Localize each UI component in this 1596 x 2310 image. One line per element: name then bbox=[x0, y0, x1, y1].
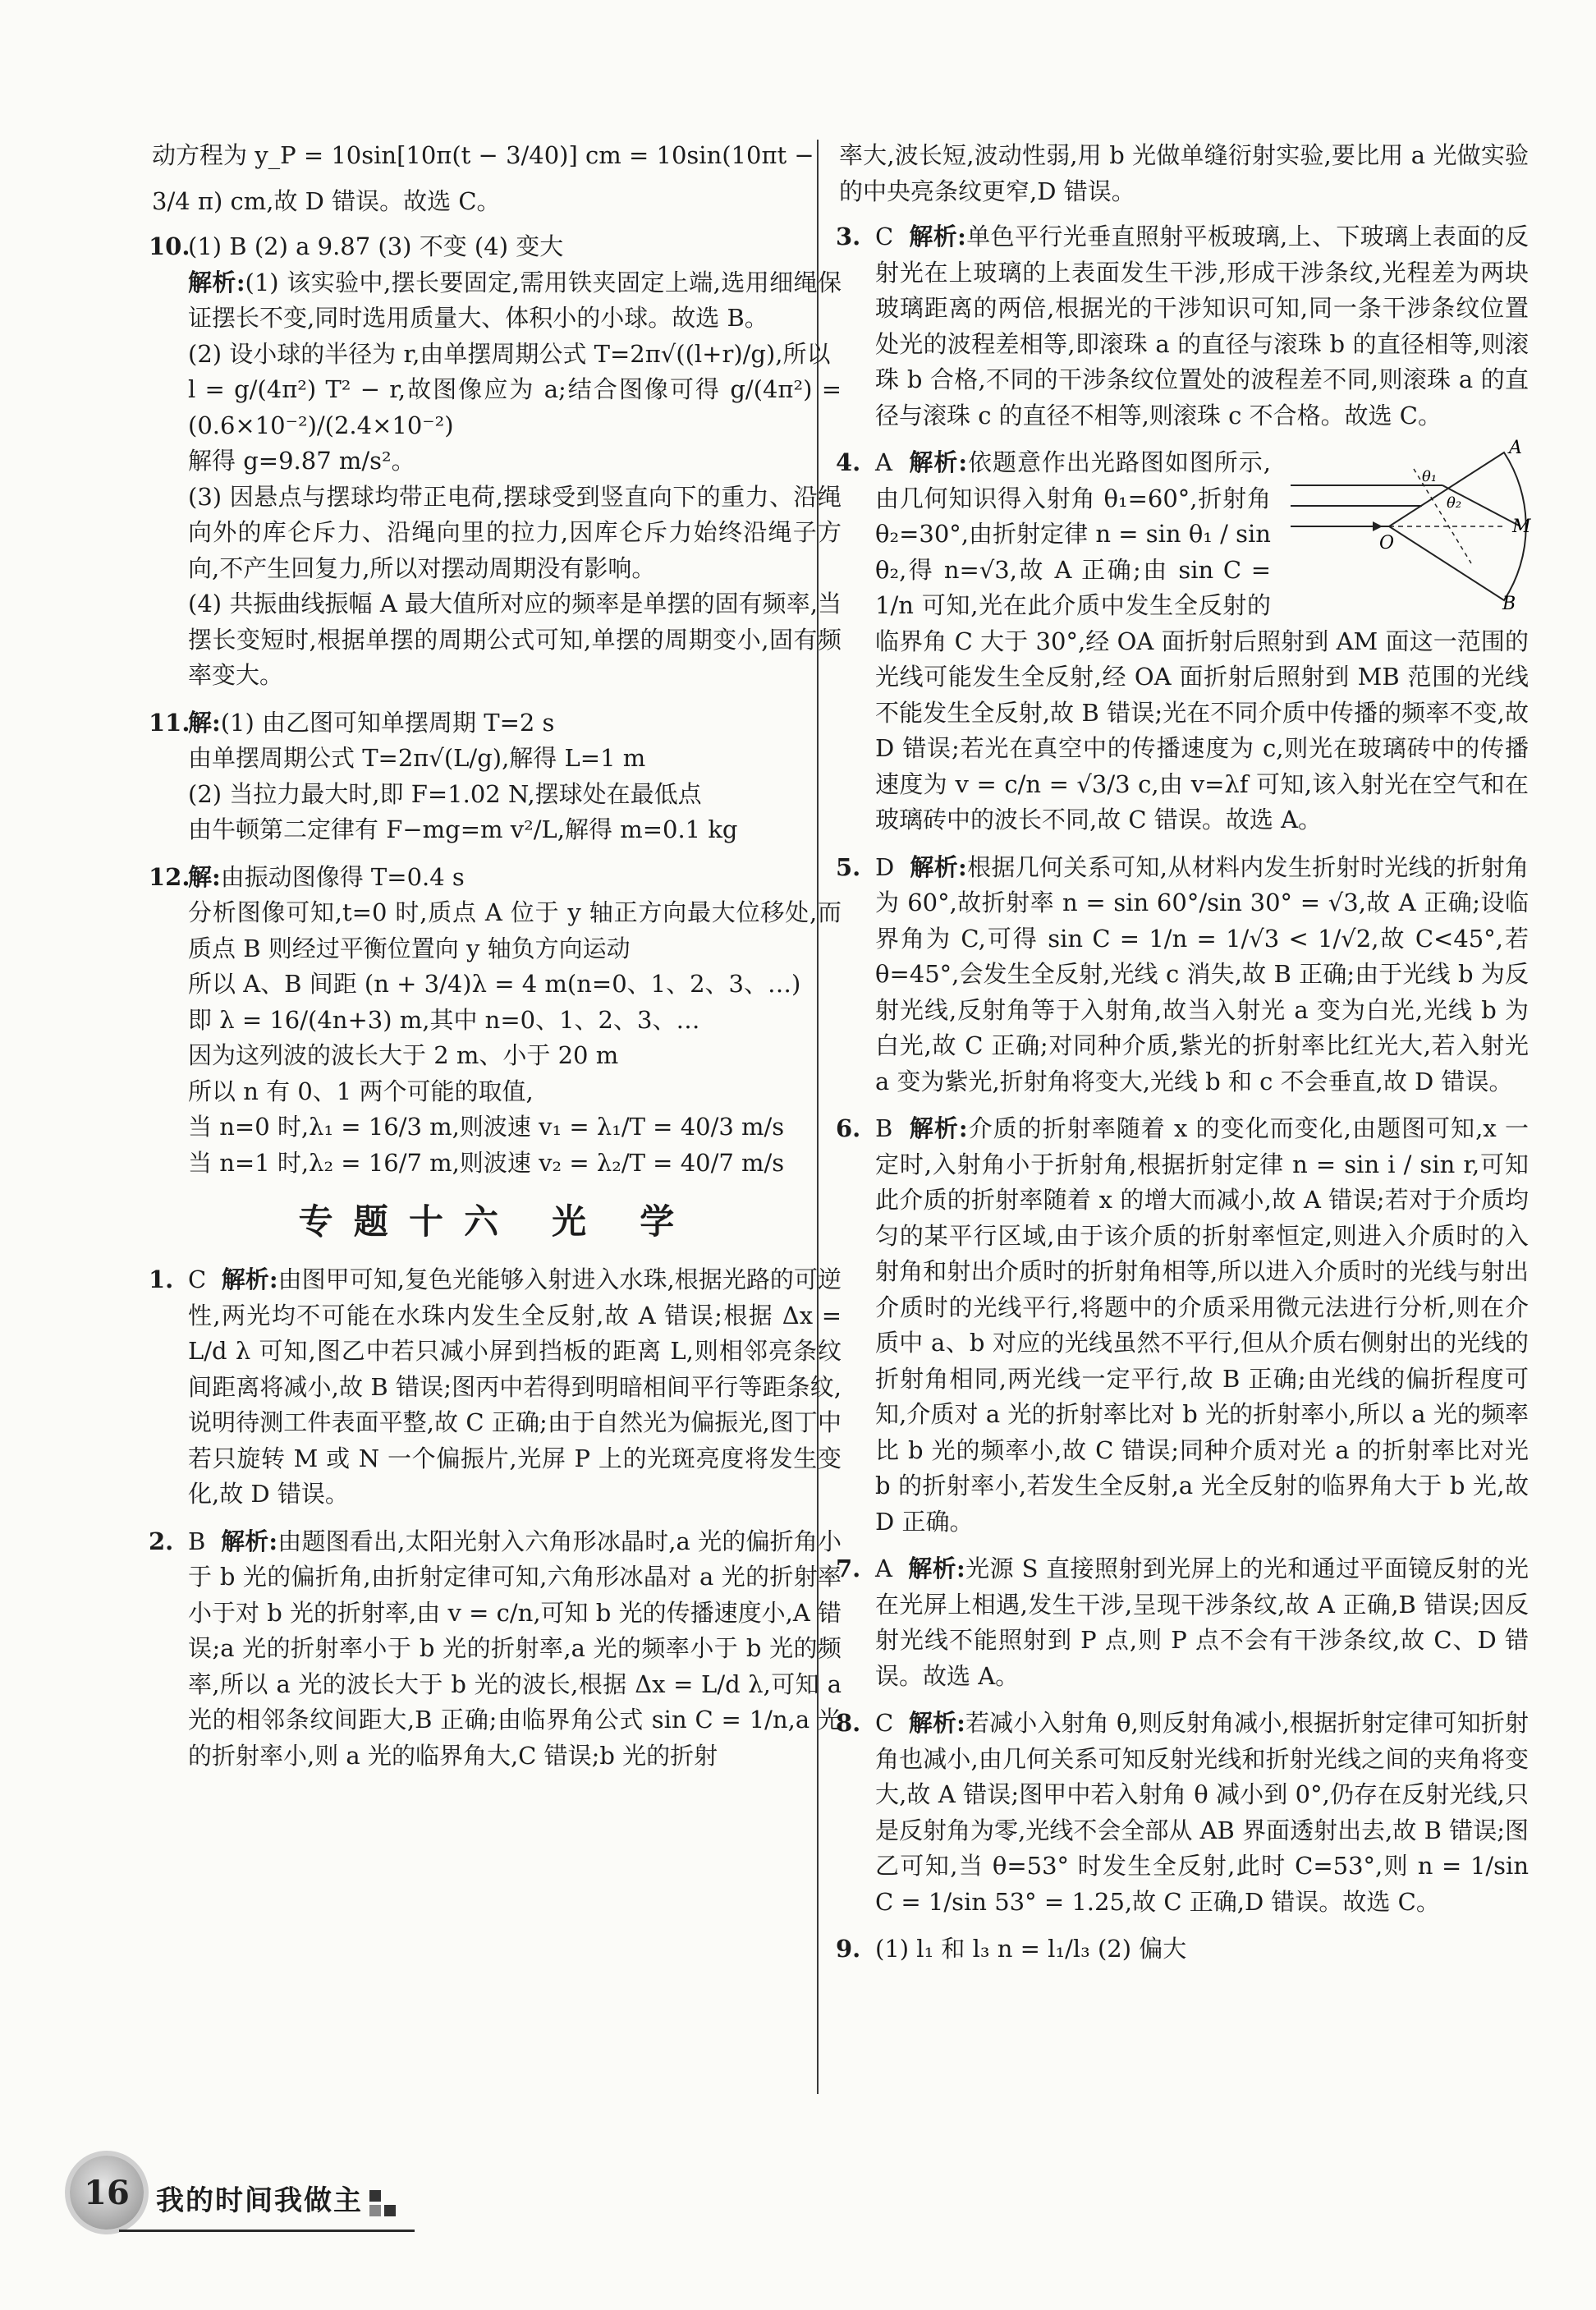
answer-s3-number: 3. bbox=[836, 223, 861, 250]
answer-s7-number: 7. bbox=[836, 1555, 861, 1582]
answer-s1-choice: C bbox=[188, 1265, 207, 1293]
answer-10-part3: l = g/(4π²) T² − r,故图像应为 a;结合图像可得 g/(4π²) = (0.6×10⁻²)/(2.4×10⁻²) bbox=[188, 375, 842, 439]
label-m: M bbox=[1512, 517, 1531, 537]
answer-s6-text: 介质的折射率随着 x 的变化而变化,由题图可知,x 一定时,入射角小于折射角,根据折射定律 n = sin i / sin r,可知此介质的折射率随着 x 的增大而减小,故 A 错误;若对于介质均匀的某平行区域,由于该介质的折射率恒定,则进入介质时的入射角和射出介质时的折射角相等,所以进入介质时的光线与射出介质时的光线平行,将题中的介质采用微元法进行分析,则在介质中 a、b 对应的光线虽然不平行,但从介质右侧射出的光线的折射角相同,两光线一定平行,故 B 正确;由光线的偏折程度可知,介质对 a 光的折射率比对 b 光的折射率小,所以 a 光的频率比 b 光的频率小,故 C 错误;同种介质对光 a 的折射率比对光 b 的折射率小,若发生全反射,a 光全反射的临界角大于 b 光,故 D 正确。 bbox=[875, 1114, 1529, 1536]
answer-12-part8: 当 n=1 时,λ₂ = 16/7 m,则波速 v₂ = λ₂/T = 40/7 m/s bbox=[188, 1148, 785, 1177]
footer-motto: 我的时间我做主 bbox=[156, 2184, 363, 2217]
answer-s1-text: 由图甲可知,复色光能够入射进入水珠,根据光路的可逆性,两光均不可能在水珠内发生全反射,故 A 错误;根据 Δx = L/d λ 可知,图乙中若只减小屏到挡板的距离 L,则相邻亮条纹间距离将减小,故 B 错误;图丙中若得到明暗相间平行等距条纹,说明待测工件表面平整,故 C 正确;由于自然光为偏振光,图丁中若只旋转 M 或 N 一个偏振片,光屏 P 上的光斑亮度将发生变化,故 D 错误。 bbox=[188, 1265, 842, 1508]
answer-s7 bbox=[836, 1551, 1529, 1694]
answer-10-number: 10. bbox=[149, 232, 190, 260]
square-icon bbox=[369, 2205, 381, 2216]
answer-s9-number: 9. bbox=[836, 1935, 861, 1963]
answer-11 bbox=[149, 705, 842, 848]
answer-11-part2: 由单摆周期公式 T=2π√(L/g),解得 L=1 m bbox=[188, 744, 646, 772]
answer-s4-number: 4. bbox=[836, 448, 861, 476]
answer-10-part6: (4) 共振曲线振幅 A 最大值所对应的频率是单摆的固有频率,当摆长变短时,根据单摆的周期公式可知,单摆的周期变小,固有频率变大。 bbox=[188, 590, 842, 689]
answer-s3-text: 单色平行光垂直照射平板玻璃,上、下玻璃上表面的反射光在上玻璃的上表面发生干涉,形成干涉条纹,光程差为两块玻璃距离的两倍,根据光的干涉知识可知,同一条干涉条纹位置处光的波程差相等,即滚珠 a 的直径与滚珠 b 的直径相等,则滚珠 b 合格,不同的干涉条纹位置处的波程差不同,则滚珠 a 的直径与滚珠 c 的直径不相等,则滚珠 c 不合格。故选 C。 bbox=[875, 223, 1529, 429]
answer-s2-text: 由题图看出,太阳光射入六角形冰晶时,a 光的偏折角小于 b 光的偏折角,由折射定律可知,六角形冰晶对 a 光的折射率小于对 b 光的折射率,由 v = c/n,可知 b 光的传播速度小,A 错误;a 光的折射率小于 b 光的折射率,a 光的频率小于 b 光的频率,所以 a 光的波长大于 b 光的波长,根据 Δx = L/d λ,可知 a 光的相邻条纹间距大,B 正确;由临界角公式 sin C = 1/n,a 光的折射率小,则 a 光的临界角大,C 错误;b 光的折射 bbox=[188, 1527, 842, 1770]
answer-10-part2: (2) 设小球的半径为 r,由单摆周期公式 T=2π√((l+r)/g),所以 bbox=[188, 339, 831, 368]
answer-s2-label: 解析: bbox=[221, 1527, 278, 1555]
answer-s2-choice: B bbox=[188, 1527, 206, 1555]
answer-s6-choice: B bbox=[875, 1114, 893, 1142]
answer-s5 bbox=[836, 850, 1529, 1100]
label-o: O bbox=[1379, 533, 1395, 553]
answer-10 bbox=[149, 229, 842, 694]
answer-s7-choice: A bbox=[875, 1555, 892, 1582]
answer-s4 bbox=[836, 438, 1531, 838]
label-theta2: θ₂ bbox=[1447, 494, 1462, 512]
answer-s1-number: 1. bbox=[149, 1265, 174, 1293]
footer-rule bbox=[119, 2230, 415, 2232]
answer-11-part3: (2) 当拉力最大时,即 F=1.02 N,摆球处在最低点 bbox=[188, 779, 702, 808]
answer-s1 bbox=[149, 1262, 842, 1513]
answer-s6-number: 6. bbox=[836, 1114, 861, 1142]
answer-s8-text: 若减小入射角 θ,则反射角减小,根据折射定律可知折射角也减小,由几何关系可知反射光线和折射光线之间的夹角将变大,故 A 错误;图甲中若入射角 θ 减小到 0°,仍存在反射光线,只是反射角为零,光线不会全部从 AB 界面透射出去,故 B 错误;图乙可知,当 θ=53° 时发生全反射,此时 C=53°,则 n = 1/sin C = 1/sin 53° = 1.25,故 C 正确,D 错误。故选 C。 bbox=[875, 1709, 1529, 1916]
answer-s9-text: (1) l₁ 和 l₃ n = l₁/l₃ (2) 偏大 bbox=[875, 1935, 1187, 1963]
answer-s8-choice: C bbox=[875, 1709, 894, 1737]
answer-12-part3: 所以 A、B 间距 (n + 3/4)λ = 4 m(n=0、1、2、3、…) bbox=[188, 970, 801, 998]
light-path-diagram bbox=[1282, 440, 1529, 613]
answer-s8-number: 8. bbox=[836, 1709, 861, 1737]
answer-12-label: 解: bbox=[188, 862, 221, 891]
answer-10-part1: (1) 该实验中,摆长要固定,需用铁夹固定上端,选用细绳保证摆长不变,同时选用质量大、体积小的小球。故选 B。 bbox=[188, 268, 842, 332]
answer-s5-label: 解析: bbox=[910, 852, 967, 881]
incident-arrow bbox=[1373, 521, 1383, 531]
answer-s4-label: 解析: bbox=[909, 448, 968, 476]
answer-s7-text: 光源 S 直接照射到光屏上的光和通过平面镜反射的光在光屏上相遇,发生干涉,呈现干涉条纹,故 A 正确,B 错误;因反射光线不能照射到 P 点,则 P 点不会有干涉条纹,故 C、D 错误。故选 A。 bbox=[875, 1555, 1529, 1690]
answer-s5-text: 根据几何关系可知,从材料内发生折射时光线的折射角为 60°,故折射率 n = sin 60°/sin 30° = √3,故 A 正确;设临界角为 C,可得 sin C = 1/n = 1/√3 < 1/√2,故 C<45°,若 θ=45°,会发生全反射,光线 c 消失,故 B 正确;由于光线 b 为反射光线,反射角等于入射角,故当入射光 a 变为白光,光线 b 为白光,故 C 正确;对同种介质,紫光的折射率比红光大,若入射光 a 变为紫光,折射角将变大,光线 b 和 c 不会垂直,故 D 错误。 bbox=[875, 852, 1529, 1095]
continuation-line-1: 动方程为 y_P = 10sin[10π(t − 3/40)] cm = 10sin(10πt − bbox=[152, 141, 814, 169]
page-footer bbox=[70, 2156, 415, 2246]
answer-12 bbox=[149, 860, 842, 1182]
answer-s3-choice: C bbox=[875, 223, 894, 250]
answer-s4-text: 依题意作出光路图如图所示,由几何知识得入射角 θ₁=60°,折射角 θ₂=30°,由折射定律 n = sin θ₁ / sin θ₂,得 n=√3,故 A 正确;由 sin C = 1/n 可知,光在此介质中发生全反射的临界角 C 大于 30°,经 OA 面折射后照射到 AM 面这一范围的光线可能发生全反射,经 OA 面折射后照射到 MB 范围的光线不能发生全反射,故 B 错误;光在不同介质中传播的频率不变,故 D 错误;若光在真空中的传播速度为 c,则光在玻璃砖中的传播速度为 v = c/n = √3/3 c,由 v=λf 可知,该入射光在空气和在玻璃砖中的波长不同,故 C 错误。故选 A。 bbox=[875, 448, 1529, 834]
answer-s7-label: 解析: bbox=[908, 1555, 965, 1582]
answer-s2-number: 2. bbox=[149, 1527, 174, 1555]
answer-11-label: 解: bbox=[188, 708, 221, 737]
square-icon bbox=[369, 2190, 381, 2202]
answer-12-part4: 即 λ = 16/(4n+3) m,其中 n=0、1、2、3、… bbox=[188, 1005, 700, 1034]
answer-10-part4: 解得 g=9.87 m/s²。 bbox=[188, 447, 415, 475]
section-title: 专题十六 光 学 bbox=[298, 1201, 695, 1242]
answer-10-part5: (3) 因悬点与摆球均带正电荷,摆球受到竖直向下的重力、沿绳向外的库仑斥力、沿绳向里的拉力,因库仑斥力始终沿绳子方向,不产生回复力,所以对摆动周期没有影响。 bbox=[188, 482, 842, 582]
answer-12-part6: 所以 n 有 0、1 两个可能的取值, bbox=[188, 1077, 534, 1105]
answer-12-part7: 当 n=0 时,λ₁ = 16/3 m,则波速 v₁ = λ₁/T = 40/3 m/s bbox=[188, 1113, 785, 1141]
label-b: B bbox=[1502, 594, 1516, 614]
answer-s6-label: 解析: bbox=[909, 1114, 968, 1142]
answer-s8-label: 解析: bbox=[908, 1709, 965, 1737]
left-column bbox=[149, 138, 842, 1785]
answer-11-number: 11. bbox=[149, 708, 190, 737]
answer-s5-number: 5. bbox=[836, 852, 861, 881]
continuation-line-2: 3/4 π) cm,故 D 错误。故选 C。 bbox=[152, 186, 501, 215]
answer-s4-choice: A bbox=[875, 448, 892, 476]
answer-12-number: 12. bbox=[149, 862, 190, 891]
answer-11-part4: 由牛顿第二定律有 F−mg=m v²/L,解得 m=0.1 kg bbox=[188, 815, 738, 843]
answer-s8 bbox=[836, 1706, 1529, 1920]
answer-12-part5: 因为这列波的波长大于 2 m、小于 20 m bbox=[188, 1041, 619, 1069]
right-continuation: 率大,波长短,波动性弱,用 b 光做单缝衍射实验,要比用 a 光做实验的中央亮条纹更窄,D 错误。 bbox=[839, 141, 1529, 205]
answer-10-label: 解析: bbox=[188, 268, 245, 296]
answer-11-part1: (1) 由乙图可知单摆周期 T=2 s bbox=[220, 708, 555, 737]
answer-s3 bbox=[836, 219, 1529, 434]
label-theta1: θ₁ bbox=[1422, 468, 1438, 485]
answer-s2 bbox=[149, 1524, 842, 1775]
answer-10-head: (1) B (2) a 9.87 (3) 不变 (4) 变大 bbox=[188, 232, 564, 260]
answer-s9 bbox=[836, 1931, 1529, 1968]
page-number: 16 bbox=[84, 2174, 130, 2212]
answer-s1-label: 解析: bbox=[221, 1265, 278, 1293]
answer-s5-choice: D bbox=[875, 852, 895, 881]
label-a: A bbox=[1509, 438, 1522, 458]
right-column bbox=[836, 138, 1531, 1979]
answer-12-part1: 由振动图像得 T=0.4 s bbox=[220, 862, 465, 891]
square-icon bbox=[384, 2205, 396, 2216]
answer-s3-label: 解析: bbox=[909, 223, 966, 250]
answer-s6 bbox=[836, 1111, 1529, 1540]
answer-12-part2: 分析图像可知,t=0 时,质点 A 位于 y 轴正方向最大位移处,而质点 B 则经过平衡位置向 y 轴负方向运动 bbox=[188, 898, 842, 962]
